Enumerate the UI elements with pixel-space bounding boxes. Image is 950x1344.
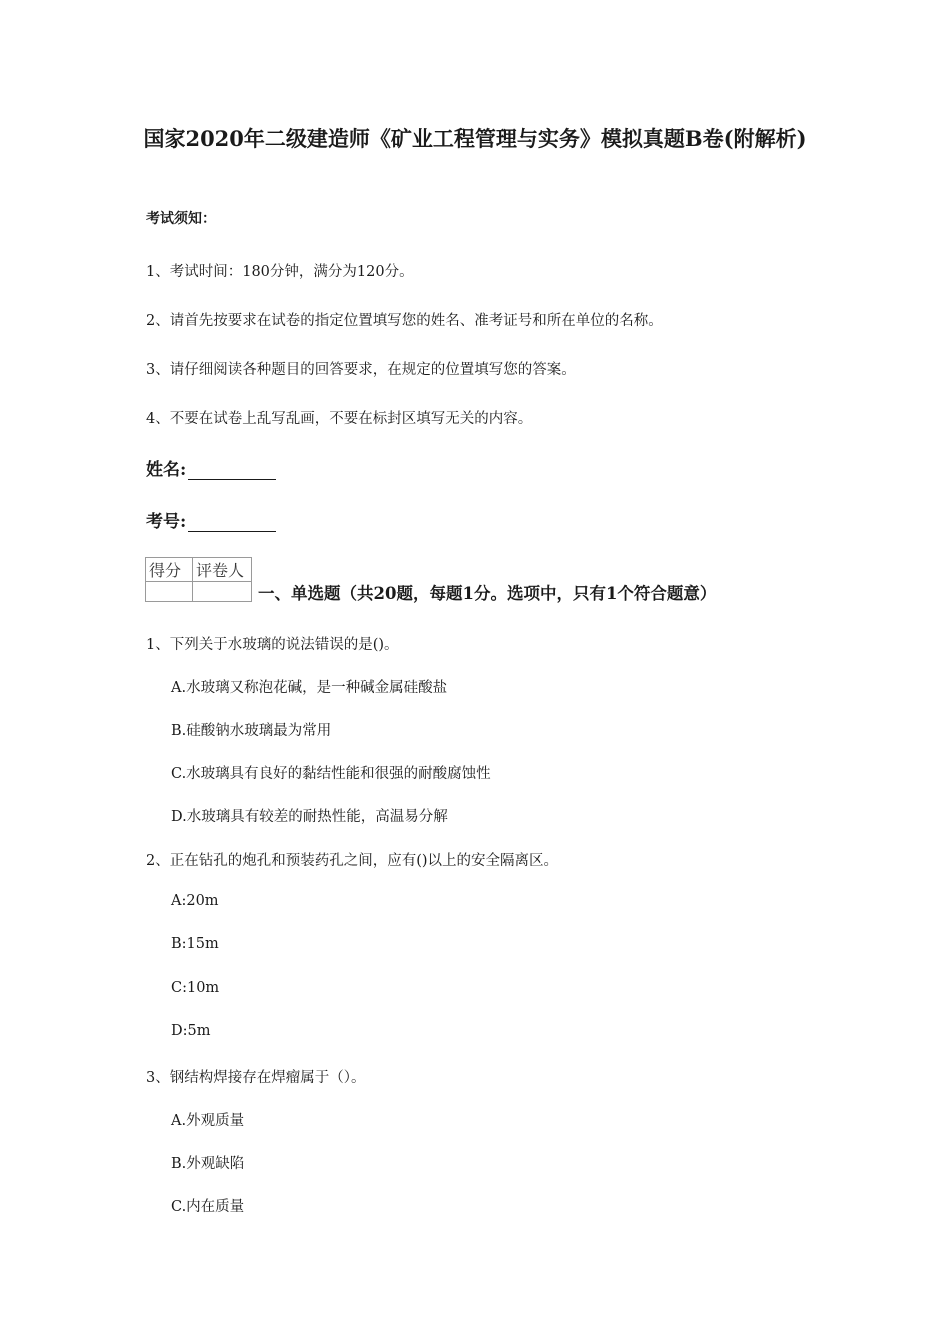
question-option: B:15m bbox=[171, 936, 219, 952]
question-option: D.水玻璃具有较差的耐热性能，高温易分解 bbox=[171, 809, 448, 825]
question-option: C:10m bbox=[171, 980, 220, 996]
section-title: 一、单选题（共20题，每题1分。选项中，只有1个符合题意） bbox=[258, 584, 717, 603]
notice-item: 2、请首先按要求在试卷的指定位置填写您的姓名、准考证号和所在单位的名称。 bbox=[146, 313, 663, 329]
exam-id-field bbox=[146, 507, 276, 532]
grader-cell[interactable] bbox=[193, 582, 252, 602]
exam-id-blank[interactable] bbox=[188, 513, 276, 532]
question-option: B.硅酸钠水玻璃最为常用 bbox=[171, 723, 332, 739]
exam-id-label: 考号: bbox=[146, 512, 187, 532]
score-header: 得分 bbox=[146, 558, 193, 582]
notice-item: 3、请仔细阅读各种题目的回答要求，在规定的位置填写您的答案。 bbox=[146, 362, 576, 378]
question-option: A:20m bbox=[171, 893, 219, 909]
question-option: B.外观缺陷 bbox=[171, 1156, 245, 1172]
document-title: 国家2020年二级建造师《矿业工程管理与实务》模拟真题B卷(附解析) bbox=[143, 126, 807, 151]
notice-item: 1、考试时间：180分钟，满分为120分。 bbox=[146, 264, 414, 280]
score-table bbox=[145, 557, 252, 602]
grader-header: 评卷人 bbox=[193, 558, 252, 582]
score-cell[interactable] bbox=[146, 582, 193, 602]
question-option: A.水玻璃又称泡花碱，是一种碱金属硅酸盐 bbox=[171, 680, 448, 696]
question-option: A.外观质量 bbox=[171, 1113, 245, 1129]
name-field bbox=[146, 455, 276, 480]
question-stem: 2、正在钻孔的炮孔和预装药孔之间，应有()以上的安全隔离区。 bbox=[146, 853, 559, 869]
notice-item: 4、不要在试卷上乱写乱画，不要在标封区填写无关的内容。 bbox=[146, 411, 533, 427]
notice-heading: 考试须知： bbox=[146, 211, 216, 227]
question-option: C.水玻璃具有良好的黏结性能和很强的耐酸腐蚀性 bbox=[171, 766, 491, 782]
name-blank[interactable] bbox=[188, 461, 276, 480]
question-option: C.内在质量 bbox=[171, 1199, 245, 1215]
question-stem: 3、钢结构焊接存在焊瘤属于（）。 bbox=[146, 1070, 366, 1086]
question-stem: 1、下列关于水玻璃的说法错误的是()。 bbox=[146, 637, 399, 653]
question-option: D:5m bbox=[171, 1023, 211, 1039]
name-label: 姓名: bbox=[146, 460, 187, 480]
